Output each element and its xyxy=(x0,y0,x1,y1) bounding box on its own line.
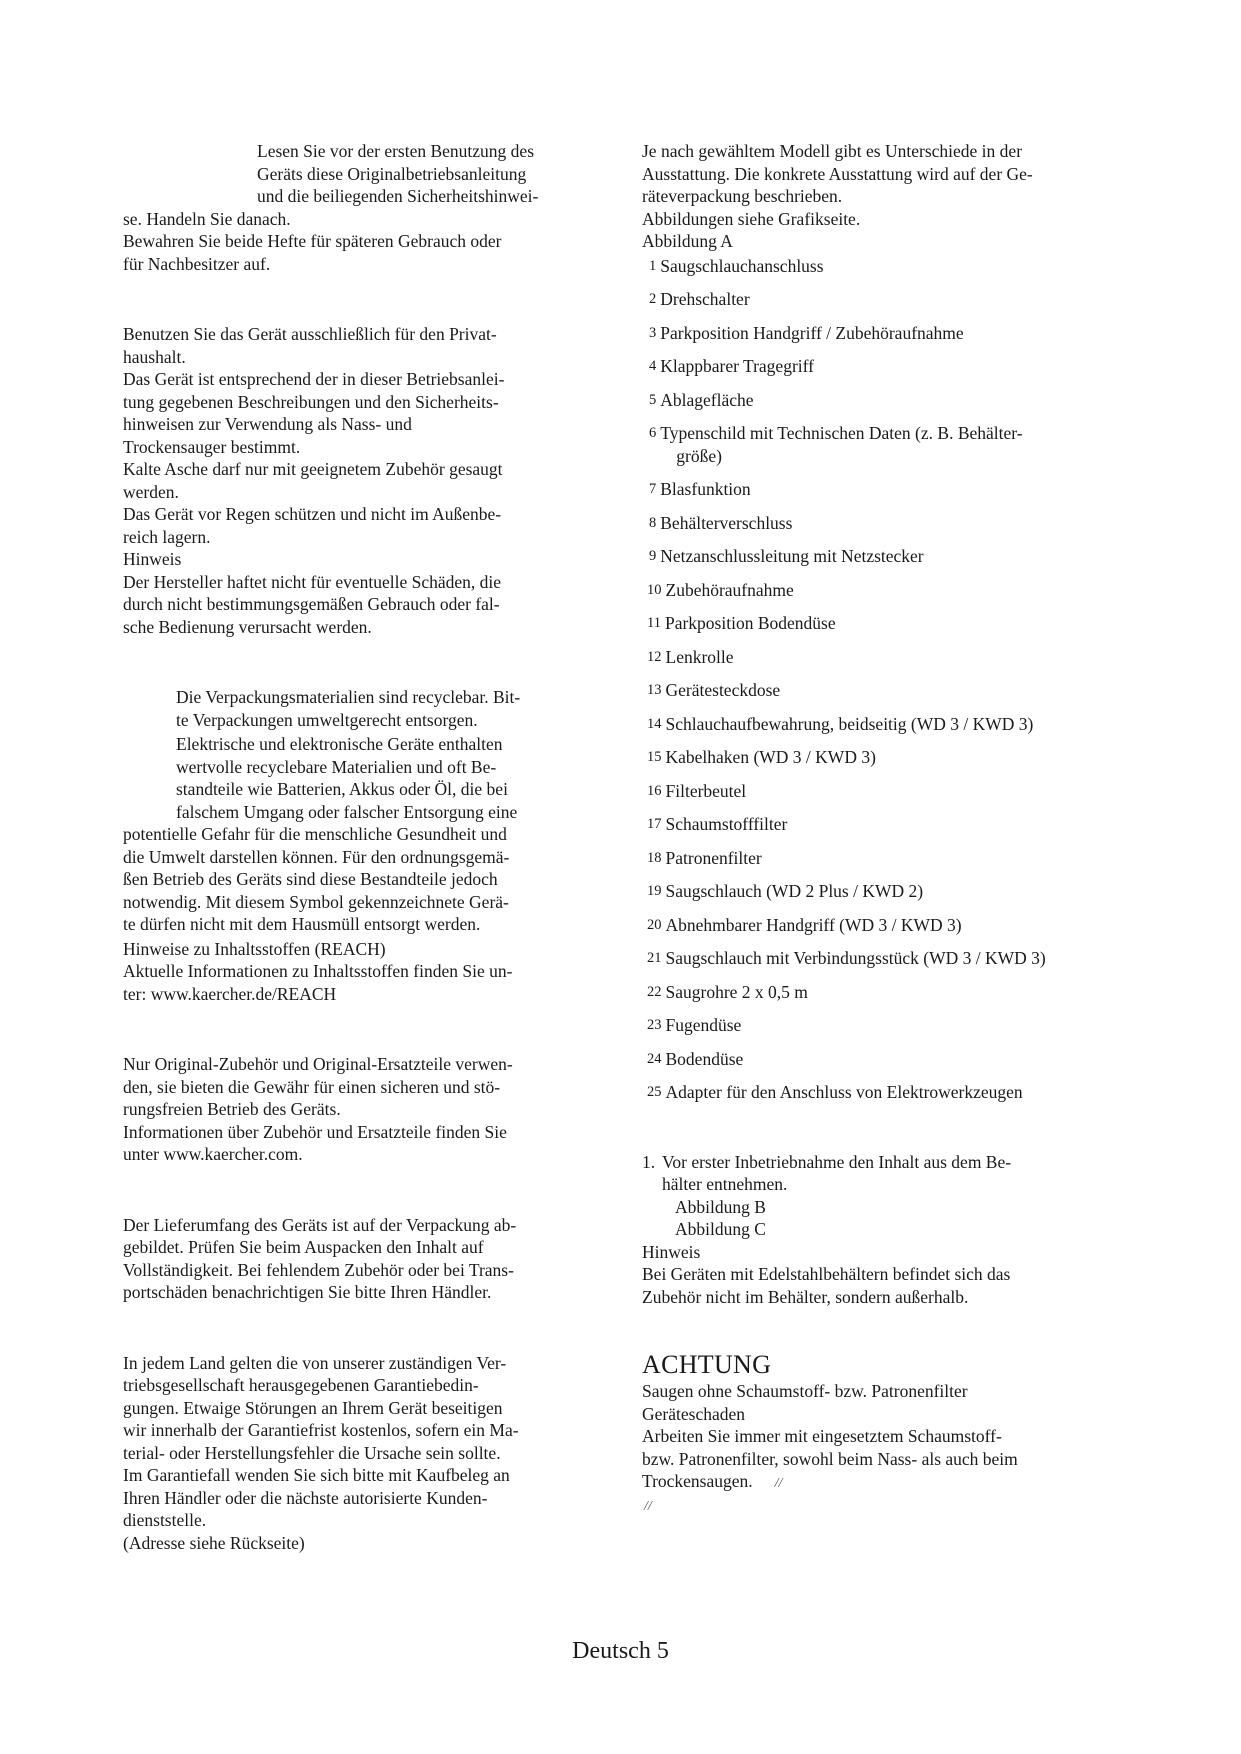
warning-line-3: Arbeiten Sie immer mit eingesetztem Schaumstoff- bzw. Patronenfilter, sowohl beim Nass- als auch beim xyxy=(642,1426,1018,1469)
part-label: Saugschlauch (WD 2 Plus / KWD 2) xyxy=(665,881,924,901)
part-item xyxy=(642,288,1092,311)
part-label: Kabelhaken (WD 3 / KWD 3) xyxy=(665,747,876,767)
part-number: 8 xyxy=(649,514,657,531)
part-label: Filterbeutel xyxy=(665,780,747,801)
part-label-wrapper xyxy=(666,1048,1093,1071)
part-number: 13 xyxy=(647,682,662,698)
part-number: 14 xyxy=(647,715,662,732)
part-item xyxy=(642,981,1092,1004)
warranty-address-note: (Adresse siehe Rückseite) xyxy=(123,1532,305,1553)
part-label: Schaumstofffilter xyxy=(665,814,788,834)
part-item xyxy=(642,1014,1092,1037)
reach-text: Aktuelle Informationen zu Inhaltsstoffen finden Sie un- ter: www.kaercher.de/REACH xyxy=(123,961,513,1004)
warning-title: ACHTUNG xyxy=(642,1350,772,1379)
part-number: 17 xyxy=(647,816,662,832)
part-item xyxy=(642,646,1092,669)
part-label: Klappbarer Tragegriff xyxy=(660,356,814,376)
part-number: 4 xyxy=(649,358,657,374)
part-label-wrapper xyxy=(666,981,1093,1004)
part-label: Adapter für den Anschluss von Elektrowerkzeugen xyxy=(665,1082,1023,1102)
part-item xyxy=(642,612,1092,635)
part-label-wrapper xyxy=(660,288,1092,311)
intro-section xyxy=(123,140,568,275)
part-number: 9 xyxy=(649,548,657,564)
part-label-wrapper xyxy=(665,612,1092,635)
end-mark-2: // xyxy=(644,1498,652,1514)
part-label: Behälterverschluss xyxy=(660,512,793,533)
part-item xyxy=(642,1048,1092,1071)
part-item xyxy=(642,880,1092,903)
end-mark-1: // xyxy=(774,1476,783,1491)
intended-use-p3: Kalte Asche darf nur mit geeignetem Zubehör gesaugt werden. xyxy=(123,459,503,502)
part-number: 23 xyxy=(647,1017,662,1033)
part-label-wrapper xyxy=(666,947,1093,970)
intended-use-p2: Das Gerät ist entsprechend der in dieser Betriebsanlei- tung gegebenen Beschreibungen und den Sicherheits- hinweisen zur Verwendung als Nass- und Trockensauger bestimmt. xyxy=(123,369,505,457)
part-item xyxy=(642,255,1092,278)
accessories-p1: Nur Original-Zubehör und Original-Ersatzteile verwen- den, sie bieten die Gewähr für einen sicheren und stö- rungsfreien Betrieb des Geräts. xyxy=(123,1054,513,1119)
warranty-section xyxy=(123,1352,568,1555)
part-item xyxy=(642,389,1092,412)
intro-continuation: se. Handeln Sie danach. xyxy=(123,208,291,229)
part-label: Lenkrolle xyxy=(665,646,734,667)
part-item xyxy=(642,713,1092,736)
part-label: Typenschild mit Technischen Daten (z. B. Behälter- xyxy=(660,423,1023,443)
intro-line-2: Geräts diese Originalbetriebsanleitung xyxy=(257,163,527,184)
part-label: Parkposition Handgriff / Zubehöraufnahme xyxy=(660,322,964,343)
part-number: 1 xyxy=(649,257,657,274)
part-label: Zubehöraufnahme xyxy=(665,579,794,600)
part-label-wrapper xyxy=(666,713,1093,736)
part-label-wrapper xyxy=(660,355,1092,378)
equipment-section xyxy=(642,140,1092,253)
part-number: 19 xyxy=(647,883,662,899)
part-label: Gerätesteckdose xyxy=(665,680,781,700)
part-label-wrapper xyxy=(666,746,1093,769)
part-item xyxy=(642,813,1092,836)
part-number: 15 xyxy=(647,749,662,765)
part-number: 25 xyxy=(647,1084,662,1100)
part-item xyxy=(642,322,1092,345)
intro-keep-note: Bewahren Sie beide Hefte für späteren Gebrauch oder für Nachbesitzer auf. xyxy=(123,231,502,274)
startup-note-label: Hinweis xyxy=(642,1241,701,1262)
electronics-disposal-text-indented: Elektrische und elektronische Geräte enthalten wertvolle recyclebare Materialien und oft Be- standteile wie Batterien, Akkus oder Öl, die bei falschem Umgang oder falscher Entsorgung eine xyxy=(176,734,518,822)
startup-section xyxy=(642,1151,1092,1309)
part-number: 5 xyxy=(649,391,657,408)
part-item xyxy=(642,579,1092,602)
part-number: 22 xyxy=(647,983,662,1000)
intended-use-p4: Das Gerät vor Regen schützen und nicht im Außenbe- reich lagern. xyxy=(123,504,502,547)
part-number: 18 xyxy=(647,849,662,866)
part-label-wrapper xyxy=(666,813,1093,836)
scope-of-delivery-text: Der Lieferumfang des Geräts ist auf der Verpackung ab- gebildet. Prüfen Sie beim Auspacken den Inhalt auf Vollständigkeit. Bei fehlendem Zubehör oder bei Trans- portschäden benachrichtigen Sie bitte Ihren Händler. xyxy=(123,1214,517,1302)
intended-use-note-label: Hinweis xyxy=(123,549,182,569)
part-item xyxy=(642,355,1092,378)
part-label-wrapper xyxy=(660,389,1092,412)
figure-c-label: Abbildung C xyxy=(675,1219,766,1239)
warranty-text: In jedem Land gelten die von unserer zuständigen Ver- triebsgesellschaft herausgegebenen Garantiebedin- gungen. Etwaige Störungen an Ihrem Gerät beseitigen wir innerhalb der Garantiefrist kostenlos, sofern ein Ma- terial- oder Herstellungsfehler die Ursache sein sollte. Im Garantiefall wenden Sie sich bitte mit Kaufbeleg an Ihren Händler oder die nächste autorisierte Kunden- dienststelle. xyxy=(123,1352,519,1530)
part-label: Saugschlauchanschluss xyxy=(660,255,824,276)
page-footer xyxy=(0,1636,1241,1666)
part-number: 24 xyxy=(647,1050,662,1067)
electronics-disposal-text: potentielle Gefahr für die menschliche Gesundheit und die Umwelt darstellen können. Für den ordnungsgemä- ßen Betrieb des Geräts sind diese Bestandteile jedoch notwendig. Mit diesem Symbol gekennzeichnete Gerä- te dürfen nicht mit dem Hausmüll entsorgt werden. xyxy=(123,824,510,934)
part-label-wrapper xyxy=(666,847,1093,870)
warning-line-4-wrapper xyxy=(642,1470,1092,1496)
warning-line-2: Geräteschaden xyxy=(642,1403,745,1424)
intended-use-p1: Benutzen Sie das Gerät ausschließlich für den Privat- haushalt. xyxy=(123,324,497,367)
part-number: 12 xyxy=(647,648,662,665)
part-item xyxy=(642,947,1092,970)
part-number: 21 xyxy=(647,950,662,966)
part-label: Abnehmbarer Handgriff (WD 3 / KWD 3) xyxy=(665,914,962,935)
part-label-wrapper xyxy=(660,512,1092,535)
part-number: 2 xyxy=(649,291,657,307)
parts-list xyxy=(642,255,1092,1104)
intended-use-note-text: Der Hersteller haftet nicht für eventuelle Schäden, die durch nicht bestimmungsgemäßen Gebrauch oder fal- sche Bedienung verursacht werden. xyxy=(123,571,502,637)
part-number: 6 xyxy=(649,425,657,441)
intro-line-1: Lesen Sie vor der ersten Benutzung des xyxy=(257,141,535,161)
left-column xyxy=(123,140,568,1554)
intended-use-section xyxy=(123,323,568,638)
part-label-continuation: größe) xyxy=(676,445,722,466)
intro-line-3: und die beiliegenden Sicherheitshinwei- xyxy=(257,186,539,206)
part-item xyxy=(642,545,1092,568)
part-label: Patronenfilter xyxy=(665,847,762,868)
part-number: 3 xyxy=(649,324,657,341)
part-label: Schlauchaufbewahrung, beidseitig (WD 3 / KWD 3) xyxy=(665,713,1034,734)
part-label-wrapper xyxy=(666,880,1093,903)
part-label-wrapper xyxy=(666,914,1093,937)
part-label-wrapper xyxy=(660,255,1092,278)
packaging-recycling-text: Die Verpackungsmaterialien sind recyclebar. Bit- te Verpackungen umweltgerecht entsorgen. xyxy=(176,687,521,730)
equipment-text: Je nach gewähltem Modell gibt es Unterschiede in der Ausstattung. Die konkrete Ausstattung wird auf der Ge- räteverpackung beschrieben. xyxy=(642,141,1033,206)
part-label-wrapper xyxy=(660,545,1092,568)
part-item xyxy=(642,847,1092,870)
part-item xyxy=(642,1081,1092,1104)
part-item xyxy=(642,780,1092,803)
reach-title: Hinweise zu Inhaltsstoffen (REACH) xyxy=(123,938,386,959)
warning-line-4: Trockensaugen. xyxy=(642,1471,753,1491)
warning-line-1: Saugen ohne Schaumstoff- bzw. Patronenfilter xyxy=(642,1381,968,1401)
part-item xyxy=(642,914,1092,937)
part-label: Netzanschlussleitung mit Netzstecker xyxy=(660,546,924,566)
part-label-wrapper xyxy=(666,1014,1093,1037)
part-label-wrapper xyxy=(666,780,1093,803)
part-label-wrapper xyxy=(666,646,1093,669)
part-label: Parkposition Bodendüse xyxy=(664,613,836,633)
part-label: Ablagefläche xyxy=(660,389,754,410)
part-item xyxy=(642,478,1092,501)
part-item xyxy=(642,746,1092,769)
part-item xyxy=(642,512,1092,535)
part-number: 10 xyxy=(647,581,662,598)
part-label-wrapper xyxy=(666,679,1093,702)
part-number: 7 xyxy=(649,481,657,497)
startup-note-text: Bei Geräten mit Edelstahlbehältern befindet sich das Zubehör nicht im Behälter, sondern außerhalb. xyxy=(642,1264,1011,1307)
part-number: 20 xyxy=(647,916,662,933)
figure-b-label: Abbildung B xyxy=(675,1196,766,1217)
part-label-wrapper xyxy=(660,478,1092,501)
part-label-wrapper xyxy=(660,422,1092,467)
part-label: Fugendüse xyxy=(665,1015,742,1035)
part-label-wrapper xyxy=(666,1081,1093,1104)
part-label: Saugschlauch mit Verbindungsstück (WD 3 / KWD 3) xyxy=(665,948,1046,968)
accessories-section xyxy=(123,1053,568,1166)
part-label-wrapper xyxy=(660,322,1092,345)
right-column xyxy=(642,140,1092,1518)
illustrations-ref: Abbildungen siehe Grafikseite. xyxy=(642,208,861,229)
part-number: 11 xyxy=(647,615,661,631)
startup-step-1 xyxy=(642,1151,1092,1196)
step-number: 1. xyxy=(642,1151,656,1172)
part-label: Saugrohre 2 x 0,5 m xyxy=(665,981,808,1002)
environment-section xyxy=(123,686,568,1005)
figure-a-label: Abbildung A xyxy=(642,231,733,251)
step-text: Vor erster Inbetriebnahme den Inhalt aus dem Be- hälter entnehmen. xyxy=(662,1151,1012,1194)
warning-section xyxy=(642,1350,1092,1518)
scope-of-delivery-section xyxy=(123,1214,568,1304)
part-item xyxy=(642,422,1092,467)
page-number: Deutsch 5 xyxy=(572,1638,669,1664)
part-label: Drehschalter xyxy=(660,289,750,309)
part-item xyxy=(642,679,1092,702)
part-number: 16 xyxy=(647,782,662,799)
part-label: Blasfunktion xyxy=(660,479,751,499)
part-label: Bodendüse xyxy=(665,1048,744,1069)
part-label-wrapper xyxy=(666,579,1093,602)
accessories-p2: Informationen über Zubehör und Ersatzteile finden Sie unter www.kaercher.com. xyxy=(123,1121,507,1164)
